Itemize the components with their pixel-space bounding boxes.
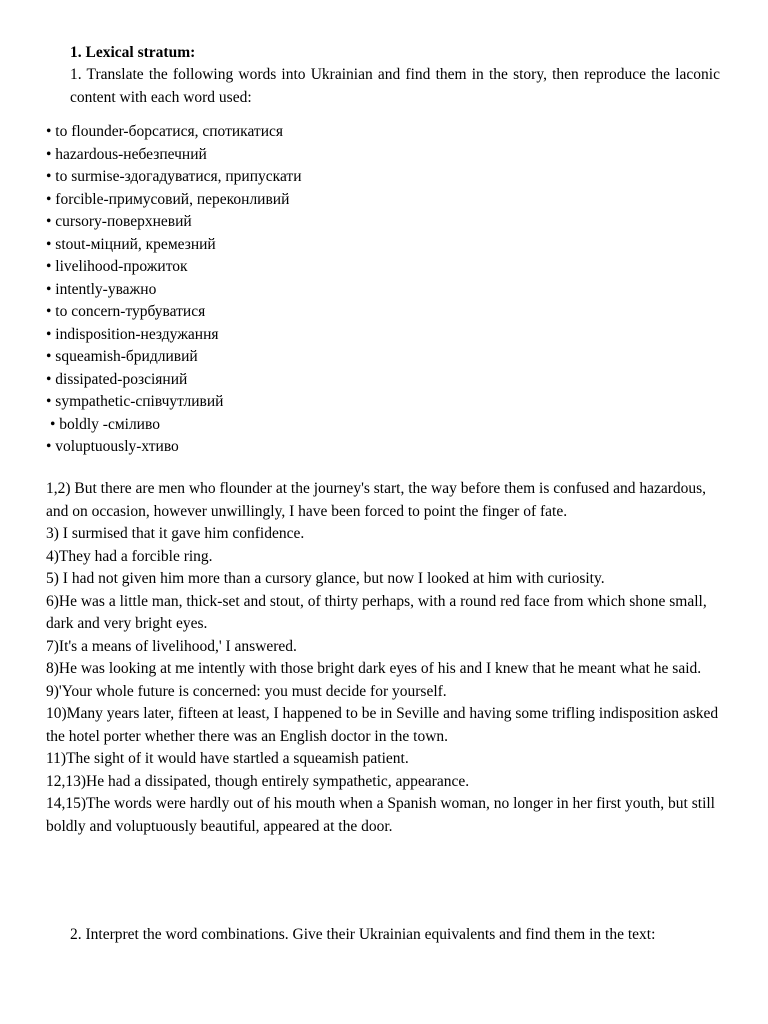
sentence-item: 8)He was looking at me intently with those bright dark eyes of his and I knew that he meant what he said. [46, 660, 702, 677]
example-sentences [46, 478, 722, 838]
sentence-item: 10)Many years later, fifteen at least, I happened to be in Seville and having some trifling indisposition asked the hotel porter whether there was an English doctor in the town. [46, 705, 719, 745]
sentence-item: 11)The sight of it would have startled a squeamish patient. [46, 750, 409, 767]
vocabulary-list [46, 121, 302, 459]
vocab-item: • to concern-турбуватися [46, 303, 206, 320]
vocab-item: • stout-міцний, кремезний [46, 235, 216, 253]
sentence-item: 1,2) But there are men who flounder at the journey's start, the way before them is confused and hazardous, and on occasion, however unwillingly, I have been forced to point the finger of fate. [46, 480, 707, 520]
sentence-item: 4)They had a forcible ring. [46, 547, 213, 565]
sentence-item: 9)'Your whole future is concerned: you must decide for yourself. [46, 682, 447, 700]
vocab-item: • intently-уважно [46, 280, 157, 298]
vocab-item: • indisposition-нездужання [46, 325, 219, 343]
vocab-item: • dissipated-розсіяний [46, 370, 188, 388]
sentence-item: 7)It's a means of livelihood,' I answered. [46, 637, 297, 655]
vocab-item: • sympathetic-співчутливий [46, 393, 224, 410]
vocab-item: • livelihood-прожиток [46, 258, 188, 275]
vocab-item: • forcible-примусовий, переконливий [46, 190, 290, 208]
sentence-item: 6)He was a little man, thick-set and stout, of thirty perhaps, with a round red face from which shone small, dark and very bright eyes. [46, 592, 707, 632]
vocab-item: • boldly -сміливо [50, 415, 160, 433]
vocab-item: • to flounder-борсатися, спотикатися [46, 123, 283, 140]
vocab-item: • hazardous-небезпечний [46, 145, 207, 163]
sentence-item: 12,13)He had a dissipated, though entirely sympathetic, appearance. [46, 772, 470, 790]
sentence-item: 14,15)The words were hardly out of his mouth when a Spanish woman, no longer in her first youth, but still boldly and voluptuously beautiful, appeared at the door. [46, 795, 715, 835]
vocab-item: • voluptuously-хтиво [46, 438, 179, 455]
vocab-item: • to surmise-здогадуватися, припускати [46, 168, 302, 185]
sentence-item: 5) I had not given him more than a cursory glance, but now I looked at him with curiosity. [46, 570, 605, 587]
task-2-instruction: 2. Interpret the word combinations. Give their Ukrainian equivalents and find them in the text: [70, 926, 656, 943]
sentence-item: 3) I surmised that it gave him confidence. [46, 525, 305, 542]
task-instruction: 1. Translate the following words into Ukrainian and find them in the story, then reproduce the laconic content with each word used: [70, 66, 720, 106]
vocab-item: • squeamish-бридливий [46, 348, 198, 365]
section-heading: 1. Lexical stratum: [70, 44, 196, 61]
vocab-item: • cursory-поверхневий [46, 213, 192, 230]
